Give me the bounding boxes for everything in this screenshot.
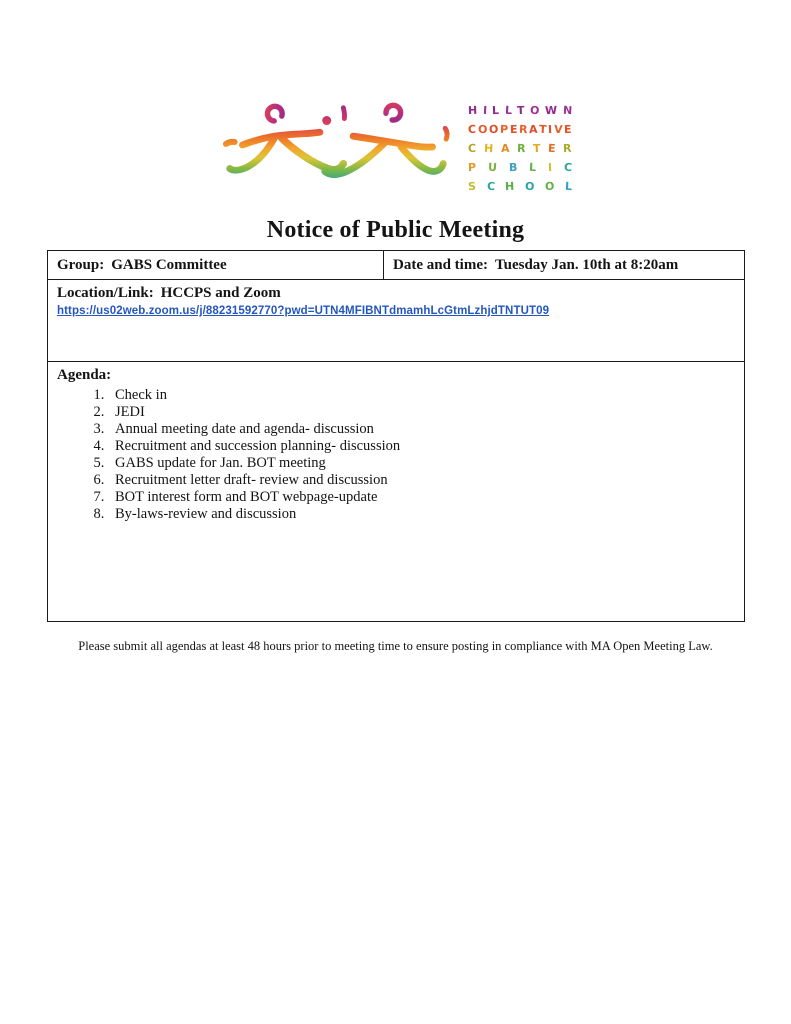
page-title: Notice of Public Meeting — [266, 217, 525, 243]
footer-note: Please submit all agendas at least 48 hours prior to meeting time to ensure posting in compliance with MA Open Meeting Law. — [78, 639, 713, 653]
dancing-figures-icon — [219, 93, 454, 196]
location-value: HCCPS and Zoom — [160, 285, 281, 301]
datetime-cell — [384, 251, 745, 280]
logo-word: P U B L I C — [467, 160, 573, 175]
agenda-list — [57, 387, 735, 523]
agenda-item: 1. Check in — [108, 387, 735, 404]
logo-word: S C H O O L — [467, 179, 573, 194]
logo-wordmark — [468, 101, 572, 196]
table-row-agenda — [48, 362, 745, 622]
agenda-item: 4. Recruitment and succession planning- discussion — [108, 438, 735, 455]
logo-word: H I L L T O W N — [467, 103, 573, 118]
group-label: Group: — [57, 256, 105, 273]
agenda-item: 3. Annual meeting date and agenda- discussion — [108, 421, 735, 438]
logo-word: C O O P E R A T I V E — [467, 122, 573, 137]
school-logo — [0, 93, 791, 196]
agenda-item: 6. Recruitment letter draft- review and discussion — [108, 472, 735, 489]
logo-word: C H A R T E R — [467, 141, 573, 156]
zoom-meeting-link[interactable]: https://us02web.zoom.us/j/88231592770?pwd=UTN4MFIBNTdmamhLcGtmLzhjdTNTUT09 — [57, 305, 550, 317]
agenda-item: 2. JEDI — [108, 404, 735, 421]
location-cell — [48, 280, 745, 362]
meeting-notice-table — [47, 250, 745, 622]
location-label: Location/Link: — [57, 285, 154, 301]
agenda-cell — [48, 362, 745, 622]
table-row-group-date — [48, 251, 745, 280]
datetime-label: Date and time: — [393, 256, 488, 273]
datetime-value: Tuesday Jan. 10th at 8:20am — [494, 256, 679, 273]
agenda-item: 7. BOT interest form and BOT webpage-update — [108, 489, 735, 506]
agenda-item: 5. GABS update for Jan. BOT meeting — [108, 455, 735, 472]
agenda-label: Agenda: — [57, 367, 112, 383]
group-cell — [48, 251, 384, 280]
group-value: GABS Committee — [111, 256, 227, 273]
table-row-location — [48, 280, 745, 362]
agenda-item: 8. By-laws-review and discussion — [108, 506, 735, 523]
